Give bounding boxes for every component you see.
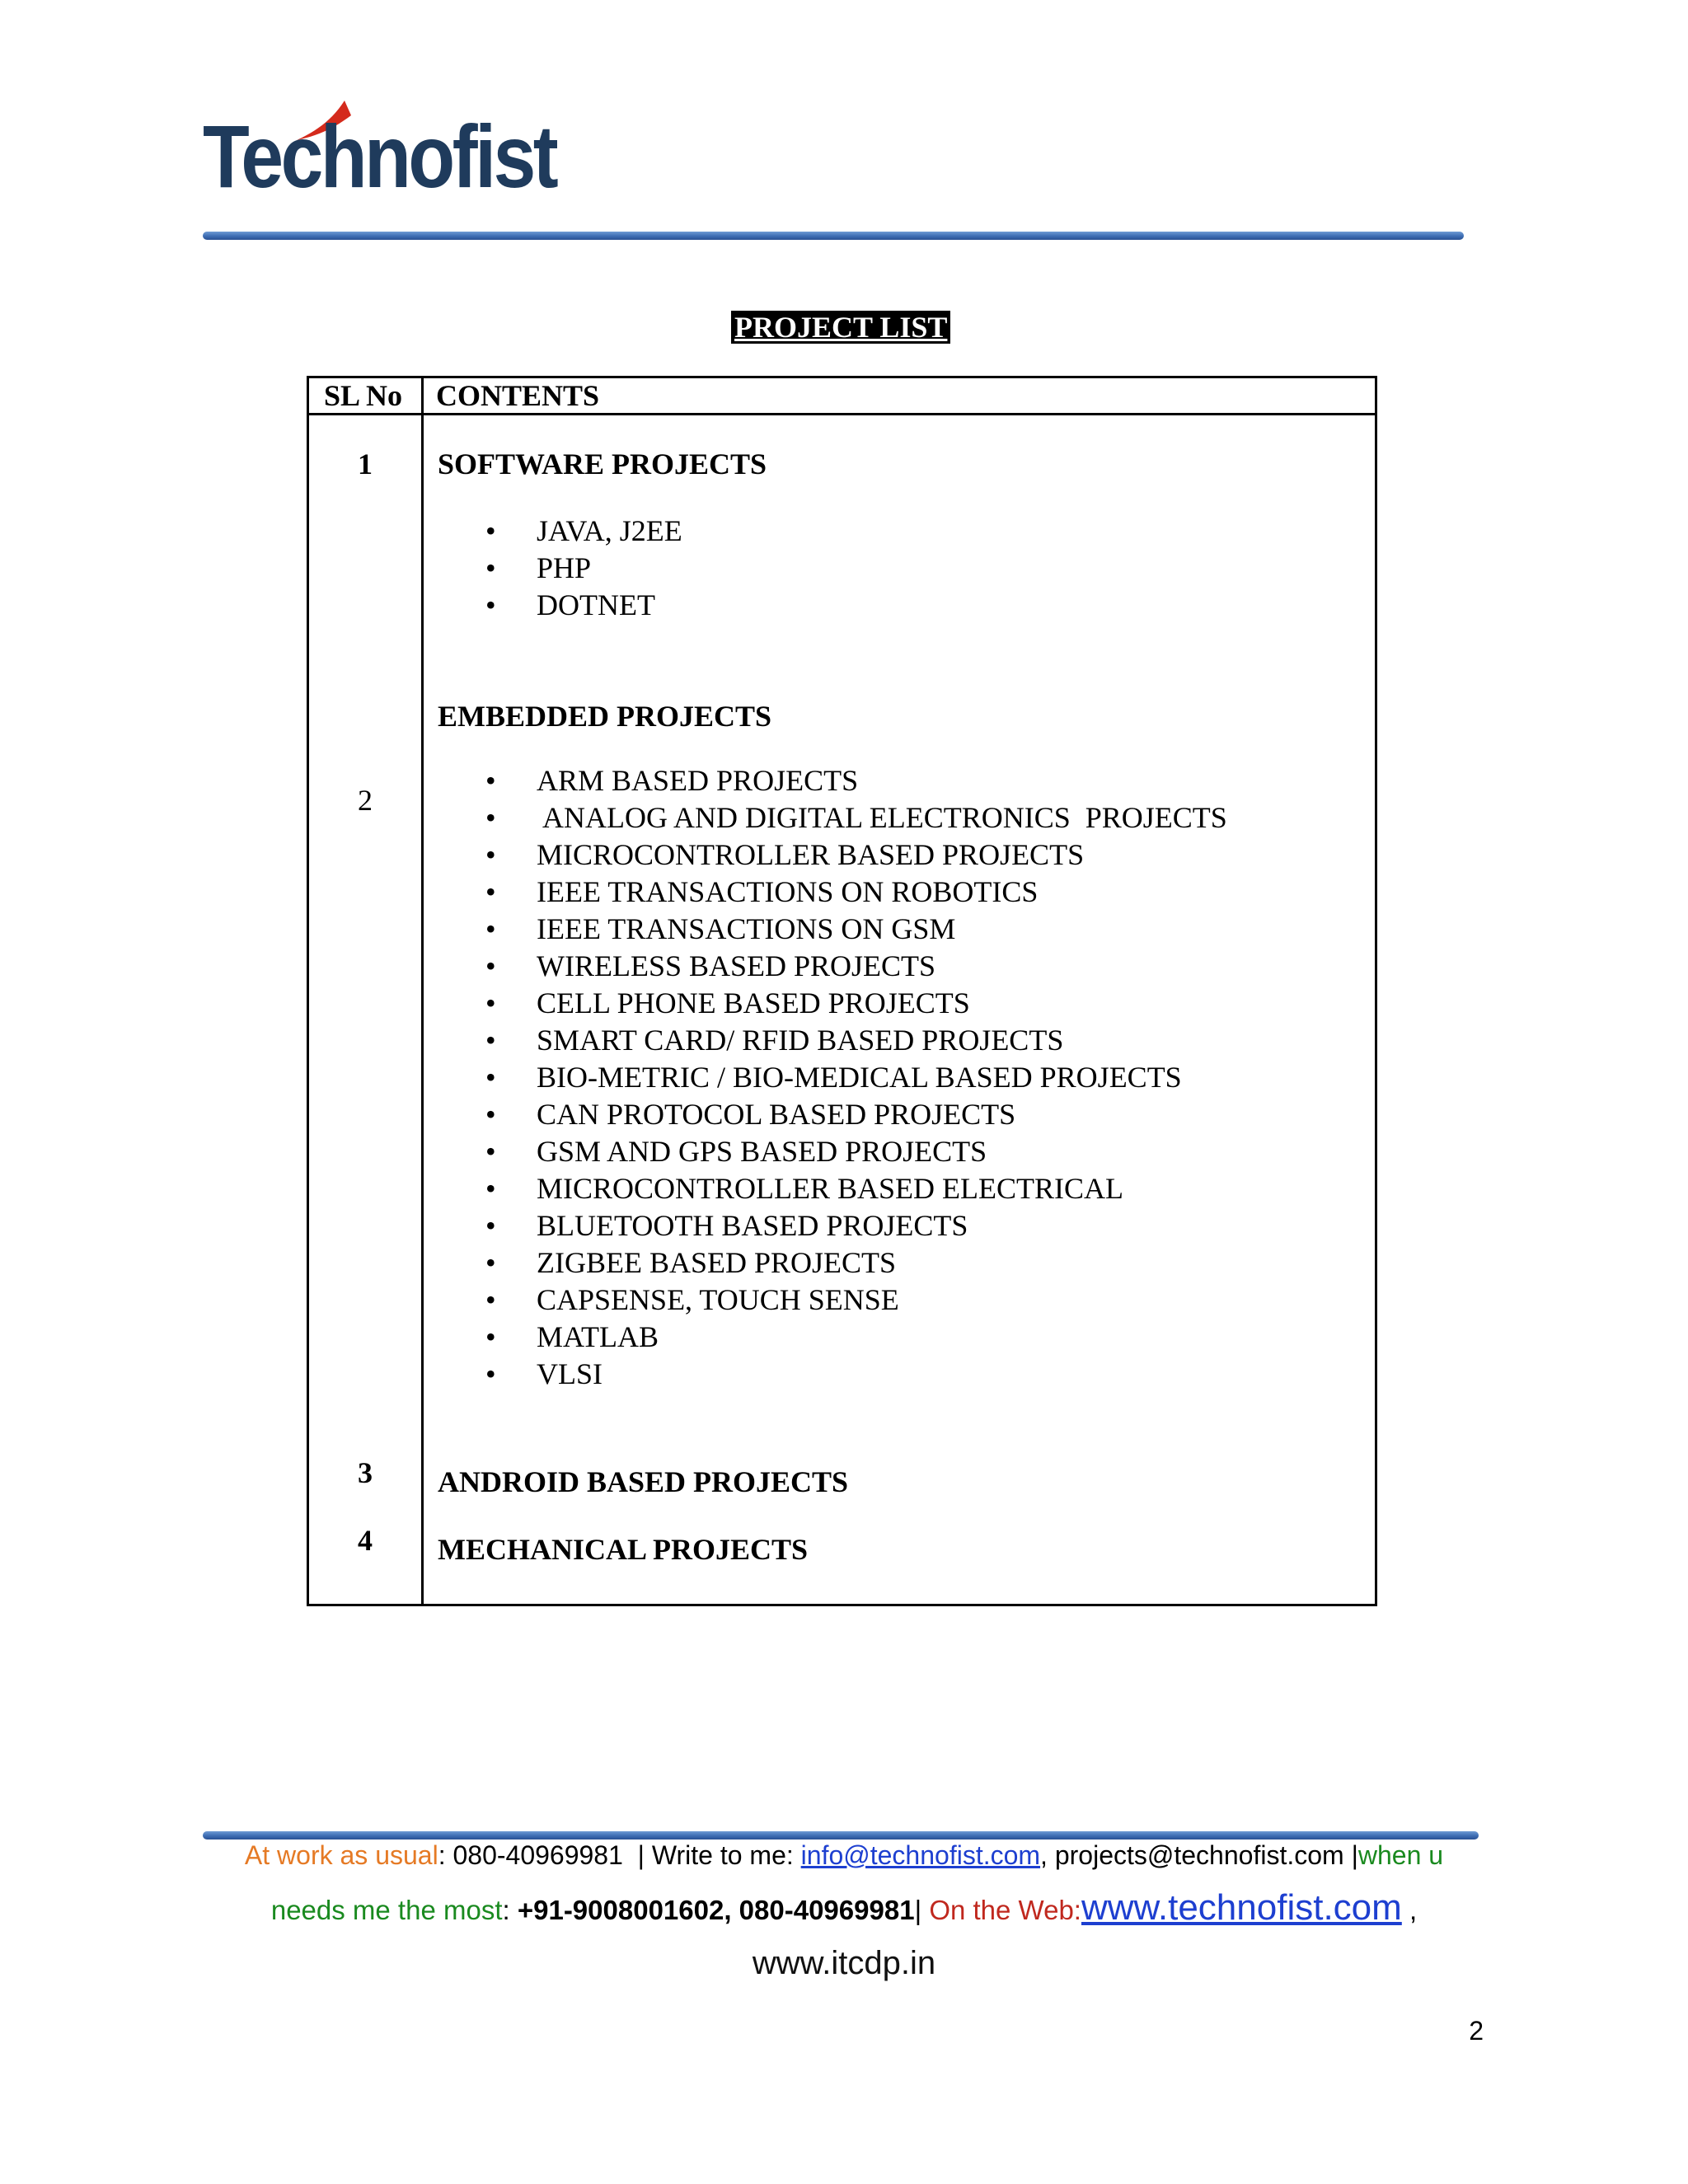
embedded-project-list [436,762,1227,1393]
section-heading-mechanical: MECHANICAL PROJECTS [438,1533,809,1566]
work-label: At work as usual [244,1840,438,1870]
need-label-b: needs me the most [270,1895,503,1925]
section-heading-software: SOFTWARE PROJECTS [438,448,767,480]
section-heading-android: ANDROID BASED PROJECTS [438,1465,849,1498]
column-header-contents: CONTENTS [436,379,600,412]
need-label-a: when u [1357,1840,1444,1870]
list-item: • ANALOG AND DIGITAL ELECTRONICS PROJECTS [436,799,1227,837]
column-header-sl-no: SL No [324,379,403,412]
email-link-info[interactable]: info@technofist.com [800,1840,1041,1870]
list-item: • ARM BASED PROJECTS [436,762,1227,799]
sl-number-3: 3 [358,1456,373,1489]
website-link-technofist[interactable]: www.technofist.com [1081,1887,1402,1928]
page-title: PROJECT LIST [731,311,950,344]
list-item: • WIRELESS BASED PROJECTS [436,948,1227,985]
website-itcdp: www.itcdp.in [752,1945,936,1981]
list-item: • MICROCONTROLLER BASED ELECTRICAL [436,1170,1227,1207]
list-item: • VLSI [436,1356,1227,1393]
header-row-divider [309,413,1375,415]
sl-number-1: 1 [358,448,373,480]
list-item: • GSM AND GPS BASED PROJECTS [436,1133,1227,1170]
write-label: | Write to me: [622,1840,801,1870]
company-logo [203,97,556,206]
list-item: • BLUETOOTH BASED PROJECTS [436,1207,1227,1244]
email-projects: , projects@technofist.com | [1040,1840,1358,1870]
list-item: • PHP [436,550,682,587]
list-item: • JAVA, J2EE [436,513,682,550]
footer-contact-line-2: needs me the most: +91-9008001602, 080-40969981| On the Web:www.technofist.com , [270,1887,1418,1928]
column-divider [421,378,424,1604]
project-table [307,376,1377,1606]
footer-contact-line-1 [0,1835,1688,1876]
list-item: • CAPSENSE, TOUCH SENSE [436,1282,1227,1319]
web-label: On the Web: [929,1895,1081,1925]
list-item: • CELL PHONE BASED PROJECTS [436,985,1227,1022]
list-item: • BIO-METRIC / BIO-MEDICAL BASED PROJECTS [436,1059,1227,1096]
section-heading-embedded: EMBEDDED PROJECTS [438,700,772,733]
list-item: • SMART CARD/ RFID BASED PROJECTS [436,1022,1227,1059]
list-item: • MICROCONTROLLER BASED PROJECTS [436,837,1227,874]
list-item: • CAN PROTOCOL BASED PROJECTS [436,1096,1227,1133]
list-item: • MATLAB [436,1319,1227,1356]
page-number: 2 [1469,2016,1484,2046]
list-item: • IEEE TRANSACTIONS ON ROBOTICS [436,874,1227,911]
list-item: • IEEE TRANSACTIONS ON GSM [436,911,1227,948]
sl-number-4: 4 [358,1524,373,1557]
software-project-list [436,513,682,624]
logo-text: Technofist [203,106,556,206]
list-item: • DOTNET [436,587,682,624]
list-item: • ZIGBEE BASED PROJECTS [436,1244,1227,1282]
work-phone: : 080-40969981 [438,1840,623,1870]
header-divider [203,232,1464,240]
need-phones: +91-9008001602, 080-40969981 [517,1895,915,1925]
sl-number-2: 2 [358,784,373,817]
